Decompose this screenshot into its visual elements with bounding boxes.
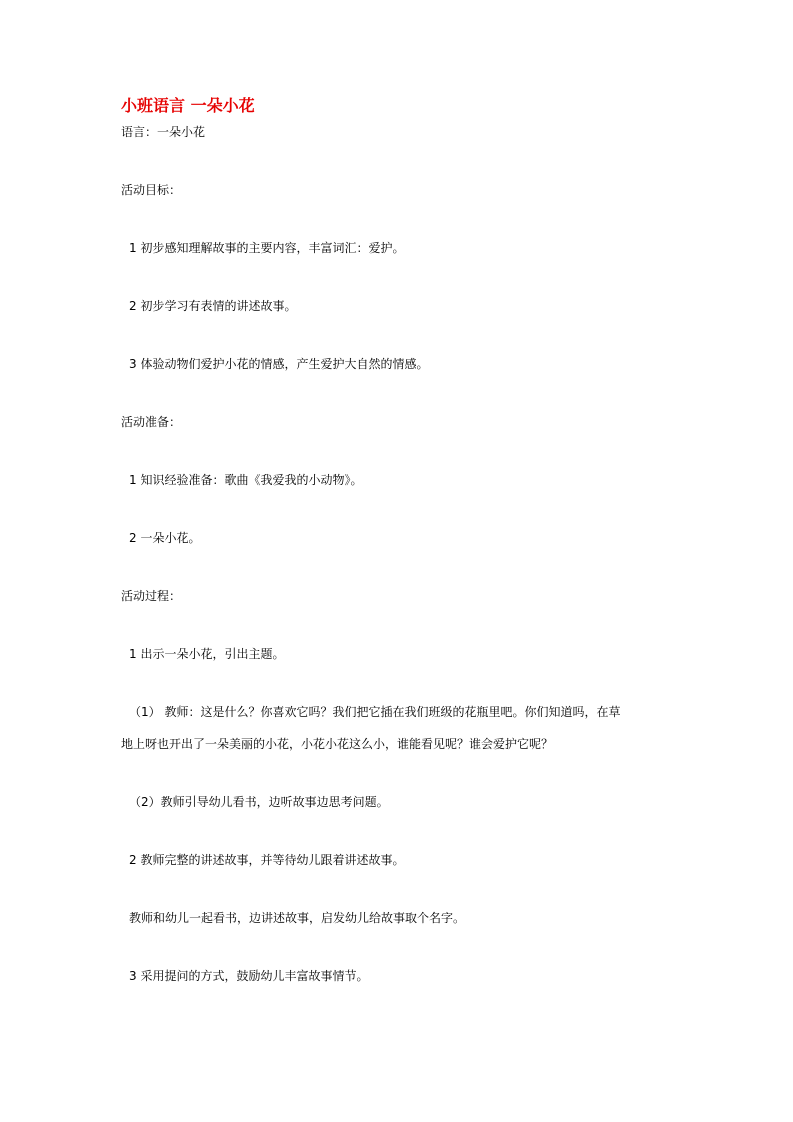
process-item: （1） 教师：这是什么？你喜欢它吗？我们把它插在我们班级的花瓶里吧。你们知道吗，在草 [129, 705, 621, 719]
process-item: 教师和幼儿一起看书，边讲述故事，启发幼儿给故事取个名字。 [129, 911, 466, 925]
goal-item: 1 初步感知理解故事的主要内容，丰富词汇：爱护。 [129, 241, 405, 255]
process-item: 1 出示一朵小花，引出主题。 [129, 647, 285, 661]
goals-heading: 活动目标： [121, 183, 182, 197]
prep-item: 1 知识经验准备：歌曲《我爱我的小动物》。 [129, 473, 363, 487]
document-subtitle: 语言：一朵小花 [121, 125, 206, 139]
process-item: 3 采用提问的方式，鼓励幼儿丰富故事情节。 [129, 969, 369, 983]
document-title: 小班语言 一朵小花 [121, 96, 255, 115]
process-item-continuation: 地上呀也开出了一朵美丽的小花，小花小花这么小，谁能看见呢？谁会爱护它呢？ [121, 737, 554, 751]
goal-item: 3 体验动物们爱护小花的情感，产生爱护大自然的情感。 [129, 357, 429, 371]
prep-heading: 活动准备： [121, 415, 182, 429]
process-item: （2）教师引导幼儿看书，边听故事边思考问题。 [129, 795, 389, 809]
goal-item: 2 初步学习有表情的讲述故事。 [129, 299, 297, 313]
prep-item: 2 一朵小花。 [129, 531, 201, 545]
process-heading: 活动过程： [121, 589, 182, 603]
process-item: 2 教师完整的讲述故事，并等待幼儿跟着讲述故事。 [129, 853, 405, 867]
